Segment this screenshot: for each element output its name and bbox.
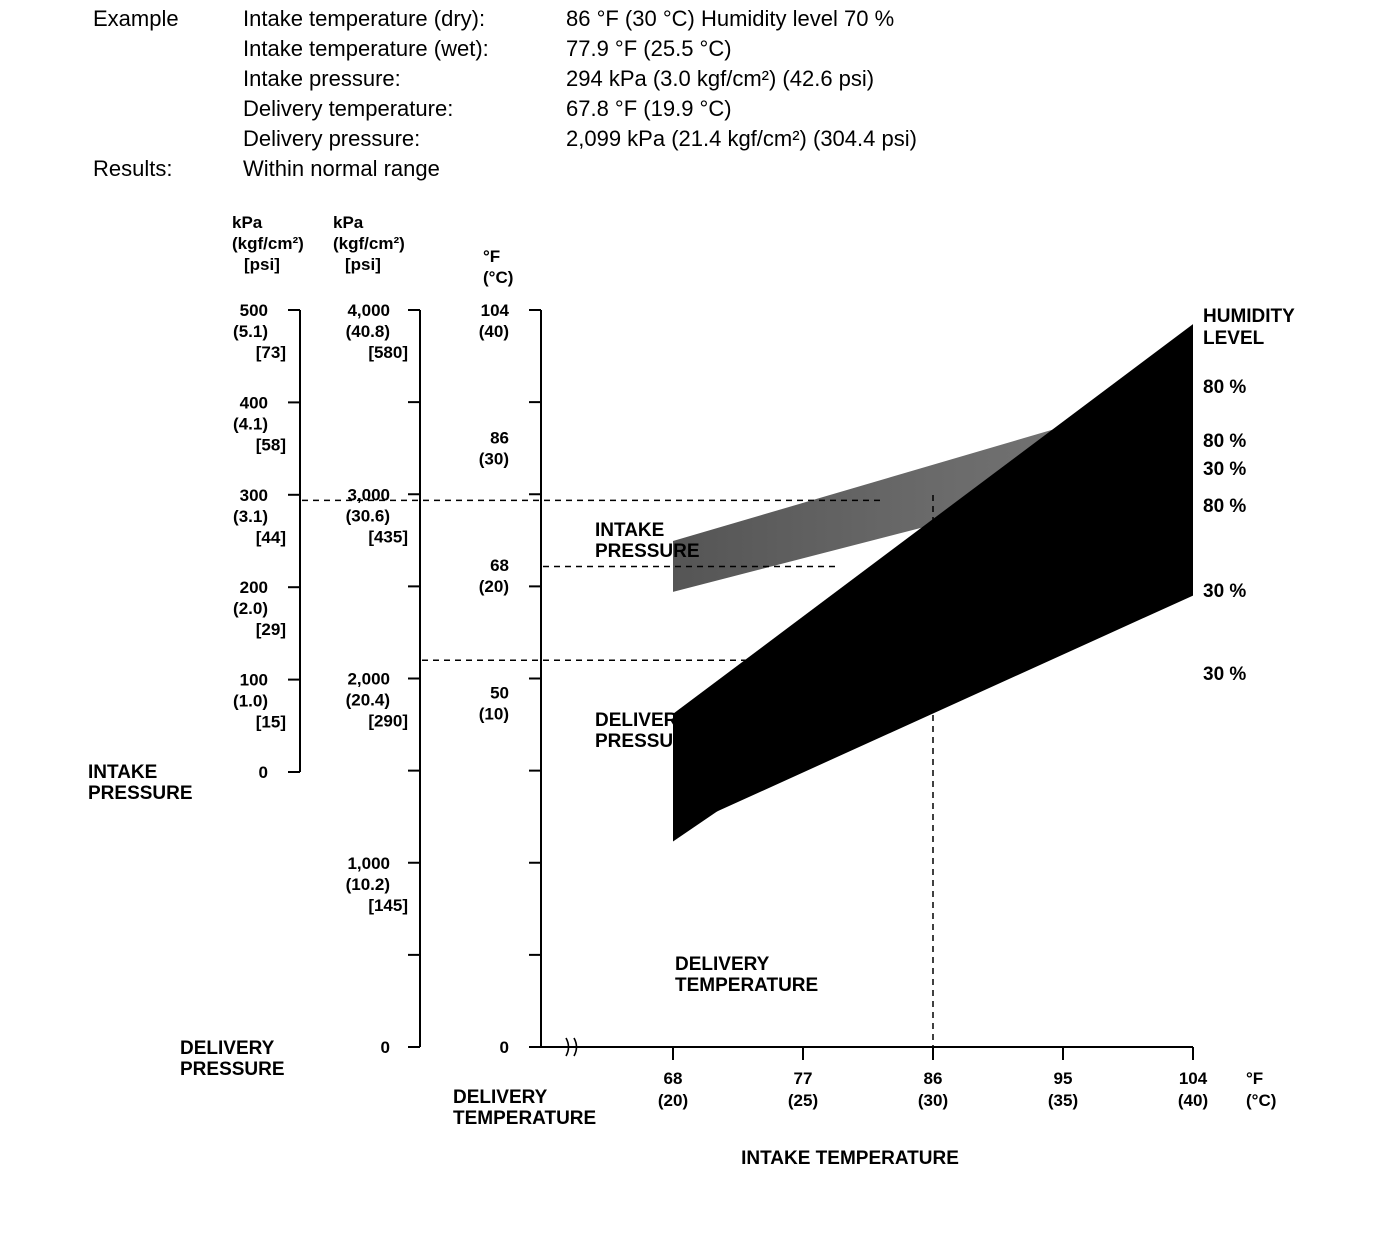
example-row-label: Intake temperature (dry): bbox=[243, 6, 486, 31]
results-value: Within normal range bbox=[243, 156, 440, 181]
x-tick-label: (35) bbox=[1047, 1091, 1079, 1110]
humidity-label: 80 % bbox=[1203, 431, 1247, 452]
y-tick-label: 300 bbox=[239, 485, 268, 505]
x-tick-label: (30) bbox=[917, 1091, 949, 1110]
y-tick-label: 104 bbox=[480, 301, 509, 320]
x-unit-label: (°C) bbox=[1246, 1091, 1277, 1110]
y-tick-label: 200 bbox=[239, 578, 268, 598]
x-tick-label: (20) bbox=[657, 1091, 689, 1110]
axis-unit-label: (kgf/cm²) bbox=[333, 234, 405, 253]
y-tick-label: (1.0) bbox=[233, 691, 268, 711]
y-tick-label: (40) bbox=[478, 322, 509, 341]
x-axis-title: INTAKE TEMPERATURE bbox=[741, 1148, 959, 1169]
y-tick-label: 2,000 bbox=[347, 669, 390, 689]
example-row-value: 2,099 kPa (21.4 kgf/cm²) (304.4 psi) bbox=[566, 126, 917, 151]
x-tick-label: 104 bbox=[1178, 1069, 1208, 1088]
axis-unit-label: °F bbox=[483, 247, 501, 266]
y-tick-label: 68 bbox=[490, 556, 509, 576]
y-tick-label: (30) bbox=[478, 449, 509, 469]
y-tick-label: [73] bbox=[255, 343, 286, 362]
y-tick-label: [145] bbox=[368, 895, 408, 915]
y-tick-label: [58] bbox=[255, 435, 286, 455]
x-tick-label: 86 bbox=[923, 1069, 943, 1088]
y-tick-label: (20) bbox=[478, 577, 509, 597]
y-tick-label: (20.4) bbox=[345, 690, 390, 710]
axis-unit-label: kPa bbox=[232, 213, 263, 232]
y-tick-label: 100 bbox=[239, 670, 268, 690]
humidity-title: LEVEL bbox=[1203, 328, 1265, 349]
humidity-title: HUMIDITY bbox=[1203, 306, 1295, 327]
example-row-value: 294 kPa (3.0 kgf/cm²) (42.6 psi) bbox=[566, 66, 875, 91]
y-tick-label: 400 bbox=[239, 393, 268, 413]
x-tick-label: (25) bbox=[787, 1091, 819, 1110]
y-tick-label: [435] bbox=[368, 527, 408, 547]
series-label: PRESSURE bbox=[595, 541, 700, 562]
y-tick-label: (3.1) bbox=[233, 506, 268, 526]
axis-unit-label: (kgf/cm²) bbox=[232, 234, 304, 253]
series-label: DELIVERY bbox=[675, 954, 770, 975]
humidity-label: 80 % bbox=[1203, 377, 1247, 398]
x-unit-label: °F bbox=[1246, 1069, 1264, 1088]
example-row-label: Intake pressure: bbox=[243, 66, 401, 91]
series-label: DELIVERY bbox=[595, 710, 690, 731]
y-tick-label: (40.8) bbox=[345, 322, 390, 341]
example-row-value: 77.9 °F (25.5 °C) bbox=[566, 36, 732, 61]
y-tick-label: (10.2) bbox=[345, 874, 390, 894]
humidity-label: 30 % bbox=[1203, 581, 1247, 602]
y-tick-label: 0 bbox=[380, 1038, 390, 1057]
x-tick-label: 95 bbox=[1053, 1069, 1073, 1088]
example-row-label: Delivery pressure: bbox=[243, 126, 421, 151]
y-tick-label: 86 bbox=[490, 428, 509, 448]
axis-title: TEMPERATURE bbox=[453, 1108, 597, 1129]
axis-title: PRESSURE bbox=[180, 1059, 285, 1080]
example-row-label: Delivery temperature: bbox=[243, 96, 454, 121]
axis-unit-label: kPa bbox=[333, 213, 364, 232]
axis-title: DELIVERY bbox=[180, 1038, 275, 1059]
y-tick-label: (4.1) bbox=[233, 414, 268, 434]
example-row-value: 67.8 °F (19.9 °C) bbox=[566, 96, 732, 121]
example-row-label: Intake temperature (wet): bbox=[243, 36, 489, 61]
y-tick-label: 3,000 bbox=[347, 485, 390, 505]
y-tick-label: 0 bbox=[499, 1038, 509, 1057]
series-label: INTAKE bbox=[595, 520, 665, 541]
series-label: PRESSURE bbox=[595, 731, 700, 752]
axis-title: INTAKE bbox=[88, 762, 158, 783]
axis-unit-label: (°C) bbox=[483, 268, 514, 287]
y-tick-label: 50 bbox=[490, 683, 509, 703]
y-tick-label: [29] bbox=[255, 620, 286, 640]
y-tick-label: [580] bbox=[368, 343, 408, 362]
results-label: Results: bbox=[93, 156, 173, 181]
series-label: TEMPERATURE bbox=[675, 975, 819, 996]
y-tick-label: [15] bbox=[255, 712, 286, 732]
y-tick-label: (30.6) bbox=[345, 506, 390, 526]
y-tick-label: (5.1) bbox=[233, 322, 268, 341]
axis-unit-label: [psi] bbox=[244, 255, 280, 274]
humidity-label: 30 % bbox=[1203, 459, 1247, 480]
humidity-label: 30 % bbox=[1203, 664, 1247, 685]
x-tick-label: (40) bbox=[1177, 1091, 1209, 1110]
y-tick-label: [290] bbox=[368, 711, 408, 731]
y-tick-label: 1,000 bbox=[347, 853, 390, 873]
humidity-label: 80 % bbox=[1203, 496, 1247, 517]
example-row-value: 86 °F (30 °C) Humidity level 70 % bbox=[566, 6, 895, 31]
y-tick-label: 4,000 bbox=[347, 301, 390, 320]
x-tick-label: 68 bbox=[663, 1069, 683, 1088]
y-tick-label: [44] bbox=[255, 527, 286, 547]
example-label: Example bbox=[93, 6, 179, 31]
axis-unit-label: [psi] bbox=[345, 255, 381, 274]
y-tick-label: (2.0) bbox=[233, 599, 268, 619]
x-tick-label: 77 bbox=[793, 1069, 813, 1088]
y-tick-label: 500 bbox=[239, 301, 268, 320]
y-tick-label: (10) bbox=[478, 704, 509, 724]
axis-title: PRESSURE bbox=[88, 783, 193, 804]
y-tick-label: 0 bbox=[258, 763, 268, 782]
axis-title: DELIVERY bbox=[453, 1087, 548, 1108]
